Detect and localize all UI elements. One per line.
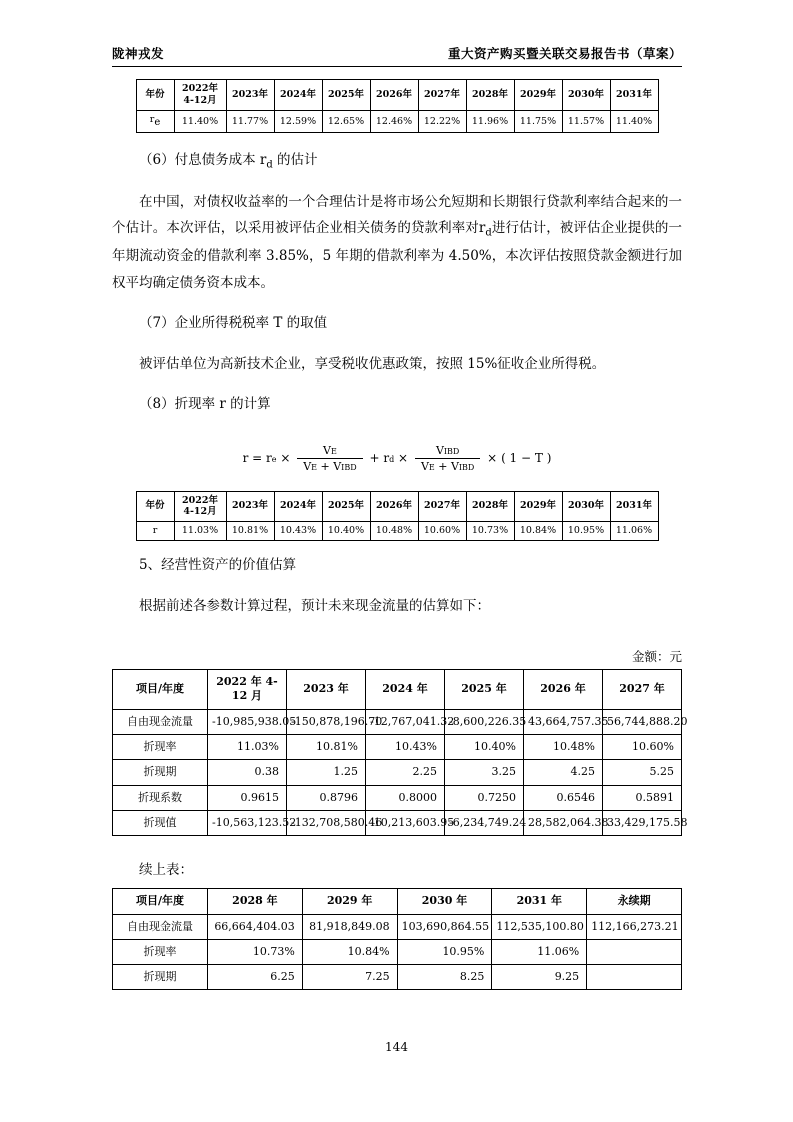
f2ns: IBD (443, 446, 460, 456)
row-label-cell: 自由现金流量 (113, 709, 208, 734)
table-cell: 3.25 (445, 760, 524, 785)
table-cell: 10.95% (397, 939, 492, 964)
table-header-cell: 2025年 (322, 80, 370, 111)
table-cell: 11.06% (492, 939, 587, 964)
table-header-cell: 2029 年 (302, 889, 397, 914)
table-cell: 0.7250 (445, 785, 524, 810)
table-cell: 0.6546 (524, 785, 603, 810)
table-row (113, 760, 682, 785)
table-row (113, 965, 682, 990)
table-cell: 10.84% (302, 939, 397, 964)
table-header-cell: 2022年 4-12月 (174, 80, 226, 111)
table-header-cell: 2030年 (562, 80, 610, 111)
f1d2: + V (317, 459, 342, 473)
table-cell: 11.03% (174, 522, 226, 541)
table-cell: 10.73% (208, 939, 303, 964)
table-header-cell: 年份 (136, 491, 174, 522)
table-cell: -10,563,123.52 (208, 810, 287, 835)
table-header-cell: 2031 年 (492, 889, 587, 914)
table-cell: 10.40% (445, 735, 524, 760)
formula-fraction-1-denominator (297, 458, 362, 473)
f1ds: E (311, 462, 318, 472)
row-label-cell: 自由现金流量 (113, 914, 208, 939)
table-header-cell: 2031年 (610, 491, 658, 522)
table-cell: -10,985,938.05 (208, 709, 287, 734)
formula-fraction-1-numerator (297, 444, 362, 458)
table-row (113, 914, 682, 939)
table-cell: 81,918,849.08 (302, 914, 397, 939)
table-cell: 11.96% (466, 110, 514, 132)
row-label-cell: 折现期 (113, 760, 208, 785)
table-header-cell: 永续期 (587, 889, 682, 914)
formula-fraction-1 (297, 444, 362, 473)
table-cell: 10.81% (287, 735, 366, 760)
table-header-cell: 2027 年 (603, 670, 682, 710)
cost-of-equity-table (136, 79, 659, 133)
table-header-row (113, 889, 682, 914)
row-label-cell: 折现期 (113, 965, 208, 990)
table-cell: -10,213,603.95 (366, 810, 445, 835)
table-cell: -12,767,041.32 (366, 709, 445, 734)
formula-fraction-2 (415, 444, 480, 473)
table-cell: 1.25 (287, 760, 366, 785)
table-cell: 0.9615 (208, 785, 287, 810)
table-cell: 11.06% (610, 522, 658, 541)
f2d: V (420, 459, 429, 473)
table-cell: 0.8000 (366, 785, 445, 810)
table-header-cell: 2027年 (418, 491, 466, 522)
table-header-cell: 2023 年 (287, 670, 366, 710)
f1ns: E (330, 446, 337, 456)
continued-table-label: 续上表： (139, 862, 193, 879)
table-cell: 11.77% (226, 110, 274, 132)
table-row (113, 735, 682, 760)
table-header-cell: 2028 年 (208, 889, 303, 914)
table-header-cell: 年份 (136, 80, 174, 111)
table-header-cell: 2026年 (370, 80, 418, 111)
cashflow-table-part2 (112, 888, 682, 990)
row-label-cell: 折现率 (113, 735, 208, 760)
section-8-title: （8）折现率 r 的计算 (139, 395, 271, 412)
formula-rd: r (383, 450, 390, 465)
formula-rd-subscript: d (389, 454, 395, 464)
table-row (136, 522, 658, 541)
table-cell (587, 939, 682, 964)
section-6-title-part2: 的估计 (272, 152, 318, 169)
table-cell: 12.46% (370, 110, 418, 132)
table-header-row (136, 80, 658, 111)
table-cell: 8.25 (397, 965, 492, 990)
table-cell: -8,600,226.35 (445, 709, 524, 734)
row-label-cell: r (136, 522, 174, 541)
table-cell: 5.25 (603, 760, 682, 785)
formula-tail: ( 1 − T ) (501, 450, 552, 465)
table-cell: 33,429,175.58 (603, 810, 682, 835)
table-row (136, 110, 658, 132)
table-cell: 0.38 (208, 760, 287, 785)
table-cell: 10.48% (524, 735, 603, 760)
table-cell: 11.57% (562, 110, 610, 132)
page-header (112, 44, 682, 67)
table-header-cell: 2030 年 (397, 889, 492, 914)
table-cell: 10.40% (322, 522, 370, 541)
table-cell: 11.75% (514, 110, 562, 132)
section-6-paragraph-part2: 进行估计，被评估企业提供的一年期流动资金的借款利率 3.85%，5 年期的借款利率为 4.50%，本次评估按照贷款金额进行加权平均确定债务资本成本。 (112, 220, 683, 291)
page-content (112, 44, 688, 990)
section-7-paragraph: 被评估单位为高新技术企业，享受税收优惠政策，按照 15%征收企业所得税。 (139, 355, 606, 372)
section-5-paragraph: 根据前述各参数计算过程，预计未来现金流量的估算如下： (139, 597, 490, 614)
table-cell: 2.25 (366, 760, 445, 785)
table-cell: 11.40% (174, 110, 226, 132)
table-cell: 12.22% (418, 110, 466, 132)
table-header-cell: 2030年 (562, 491, 610, 522)
table-cell (587, 965, 682, 990)
formula-fraction-2-numerator (415, 444, 480, 458)
table-header-cell: 2025 年 (445, 670, 524, 710)
table-header-cell: 2024年 (274, 80, 322, 111)
formula-multiply-1: × (280, 450, 291, 465)
table-header-cell: 2026 年 (524, 670, 603, 710)
table-header-cell: 2031年 (610, 80, 658, 111)
row-label-cell: 折现率 (113, 939, 208, 964)
table-cell: 10.60% (603, 735, 682, 760)
table-cell: 56,744,888.20 (603, 709, 682, 734)
table-cell: 43,664,757.35 (524, 709, 603, 734)
cashflow-table-part1 (112, 669, 688, 836)
table-header-cell: 2023年 (226, 491, 274, 522)
table-header-cell: 2023年 (226, 80, 274, 111)
table-header-cell: 2022 年 4-12 月 (208, 670, 287, 710)
table-cell: 103,690,864.55 (397, 914, 492, 939)
f2n: V (435, 443, 444, 457)
formula-multiply-3: × (487, 450, 498, 465)
section-5-title: 5、经营性资产的价值估算 (139, 557, 297, 574)
formula-plus: + (369, 450, 380, 465)
table-header-cell: 2027年 (418, 80, 466, 111)
table-cell: 10.43% (274, 522, 322, 541)
table-cell: 28,582,064.38 (524, 810, 603, 835)
table-cell: -6,234,749.24 (445, 810, 524, 835)
table-header-cell: 2024年 (274, 491, 322, 522)
row-label-cell: re (136, 110, 174, 132)
section-6-paragraph-subscript: d (485, 227, 492, 239)
table-row (113, 939, 682, 964)
f2d2s: IBD (458, 462, 475, 472)
table-header-cell: 项目/年度 (113, 670, 208, 710)
table-cell: 7.25 (302, 965, 397, 990)
table-cell: 10.73% (466, 522, 514, 541)
table-cell: 11.40% (610, 110, 658, 132)
table-cell: 12.59% (274, 110, 322, 132)
table-cell: 112,535,100.80 (492, 914, 587, 939)
table-cell: 9.25 (492, 965, 587, 990)
discount-rate-table (136, 491, 659, 542)
table-cell: 10.95% (562, 522, 610, 541)
table-header-cell: 项目/年度 (113, 889, 208, 914)
row-label-subscript: e (154, 116, 161, 128)
formula-fraction-2-denominator (415, 458, 480, 473)
table-header-row (136, 491, 658, 522)
page-number: 144 (385, 1040, 408, 1054)
table-cell: 10.60% (418, 522, 466, 541)
table-cell: 0.8796 (287, 785, 366, 810)
section-6-title-part1: （6）付息债务成本 r (139, 152, 267, 169)
table-cell: 10.43% (366, 735, 445, 760)
table-header-cell: 2022年 4-12月 (174, 491, 226, 522)
amount-unit-label: 金额：元 (631, 649, 682, 665)
section-6-title (112, 148, 682, 175)
section-6-paragraph (112, 189, 682, 296)
table-header-cell: 2029年 (514, 491, 562, 522)
table-cell: 66,664,404.03 (208, 914, 303, 939)
row-label-cell: 折现系数 (113, 785, 208, 810)
f1d2s: IBD (341, 462, 357, 472)
f2d2: + V (434, 459, 459, 473)
section-6-paragraph-part1: 在中国，对债权收益率的一个合理估计是将市场公允短期和长期银行贷款利率结合起来的一个估计。本次评估，以采用被评估企业相关债务的贷款利率对r (112, 193, 682, 237)
f1d: V (303, 459, 312, 473)
table-cell: 6.25 (208, 965, 303, 990)
table-header-row (113, 670, 682, 710)
table-cell: -150,878,196.70 (287, 709, 366, 734)
table-cell: -132,708,580.46 (287, 810, 366, 835)
section-6-title-subscript: d (266, 159, 273, 171)
table-cell: 10.81% (226, 522, 274, 541)
discount-rate-formula (112, 444, 682, 473)
f2ds: E (428, 462, 435, 472)
table-header-cell: 2026年 (370, 491, 418, 522)
table-row (113, 709, 682, 734)
table-header-cell: 2029年 (514, 80, 562, 111)
formula-lhs: r = r (242, 450, 272, 465)
table-row (113, 810, 682, 835)
section-7-title: （7）企业所得税税率 T 的取值 (139, 314, 328, 331)
row-label-cell: 折现值 (113, 810, 208, 835)
table-cell: 10.84% (514, 522, 562, 541)
table-row (113, 785, 682, 810)
formula-multiply-2: × (398, 450, 409, 465)
table-header-cell: 2028年 (466, 80, 514, 111)
table-cell: 10.48% (370, 522, 418, 541)
table-cell: 11.03% (208, 735, 287, 760)
f1n: V (323, 443, 331, 457)
header-report-title: 重大资产购买暨关联交易报告书（草案） (447, 46, 682, 61)
table-header-cell: 2028年 (466, 491, 514, 522)
table-cell: 112,166,273.21 (587, 914, 682, 939)
table-cell: 4.25 (524, 760, 603, 785)
table-cell: 12.65% (322, 110, 370, 132)
header-company-name: 陇神戎发 (112, 46, 165, 61)
table-cell: 0.5891 (603, 785, 682, 810)
table-header-cell: 2025年 (322, 491, 370, 522)
formula-lhs-subscript: e (271, 454, 277, 464)
table-header-cell: 2024 年 (366, 670, 445, 710)
